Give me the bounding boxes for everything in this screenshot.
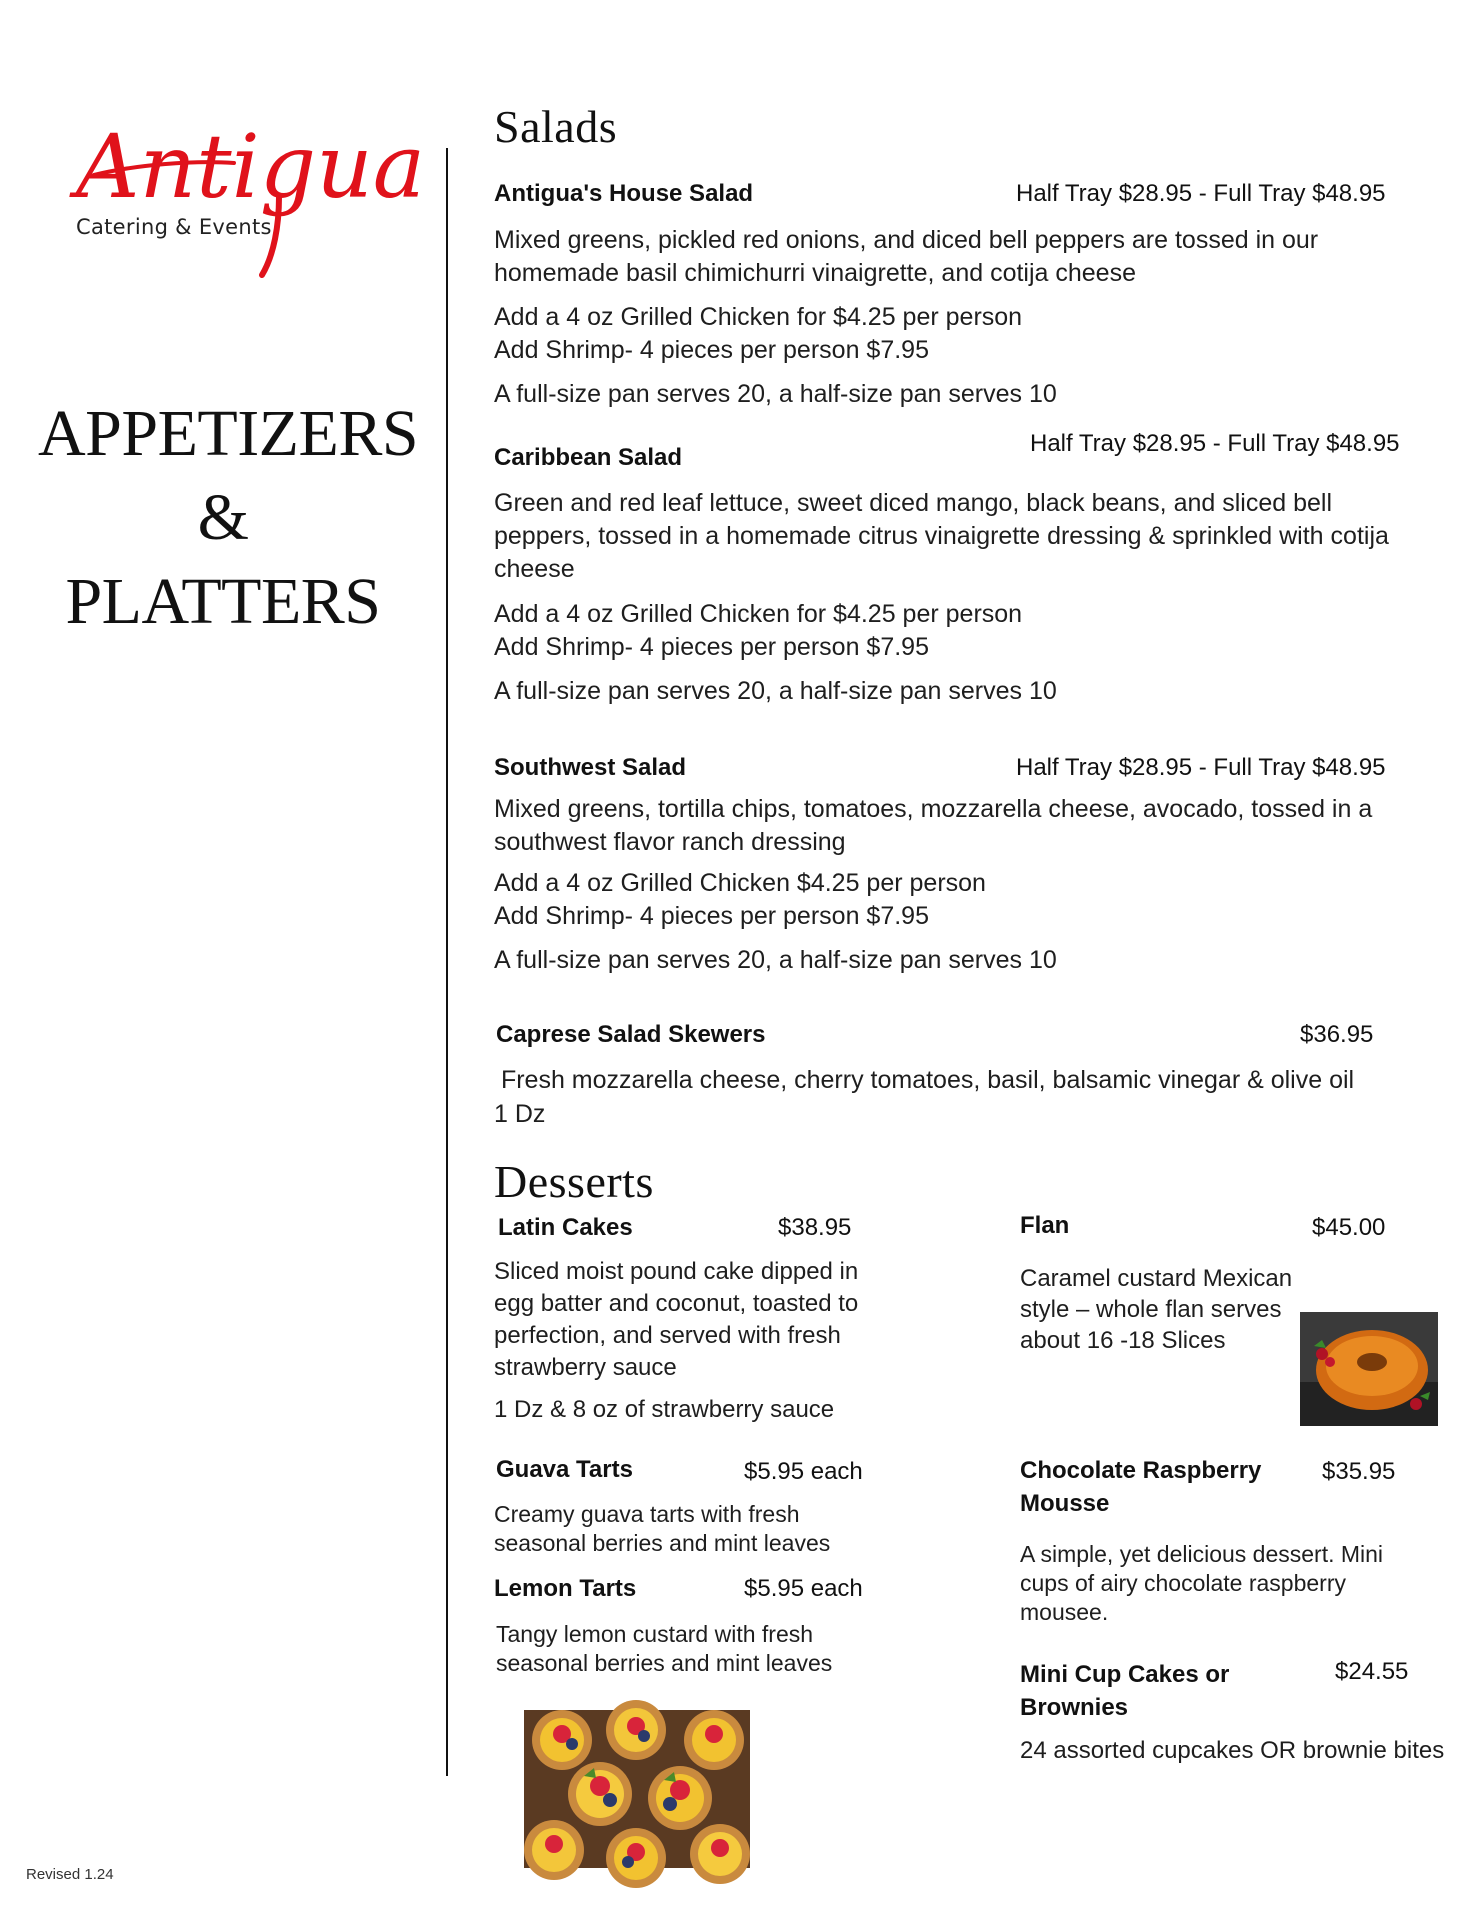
house-salad-desc: Mixed greens, pickled red onions, and diced bell peppers are tossed in our homemade basil chimichurri vinaigrette, and cotija cheese (494, 226, 1319, 287)
heading-line-2: & PLATTERS (65, 481, 381, 638)
mini-cupcakes-price: $24.55 (1335, 1658, 1409, 1685)
caribbean-salad-price: Half Tray $28.95 - Full Tray $48.95 (1030, 430, 1400, 457)
lemon-tarts-name: Lemon Tarts (494, 1575, 637, 1602)
southwest-salad-addon-chicken: Add a 4 oz Grilled Chicken $4.25 per person (494, 869, 986, 897)
southwest-salad-addon-shrimp: Add Shrimp- 4 pieces per person $7.95 (494, 902, 929, 930)
salads-title: Salads (494, 101, 618, 152)
latin-cakes-qty: 1 Dz & 8 oz of strawberry sauce (494, 1396, 835, 1423)
caprese-skewers-name: Caprese Salad Skewers (496, 1021, 766, 1048)
mousse-desc: A simple, yet delicious dessert. Mini cups of airy chocolate raspberry mousee. (1020, 1541, 1384, 1625)
southwest-salad-price: Half Tray $28.95 - Full Tray $48.95 (1016, 754, 1386, 781)
house-salad-serves: A full-size pan serves 20, a half-size pan serves 10 (494, 380, 1057, 408)
guava-tarts-desc: Creamy guava tarts with fresh seasonal berries and mint leaves (494, 1501, 831, 1556)
mousse-name (1020, 1454, 1261, 1520)
lemon-tarts-price: $5.95 each (744, 1575, 863, 1602)
lemon-tarts-desc: Tangy lemon custard with fresh seasonal berries and mint leaves (496, 1621, 833, 1676)
caprese-skewers-qty: 1 Dz (494, 1100, 546, 1128)
mousse-price: $35.95 (1322, 1458, 1396, 1485)
flan-desc: Caramel custard Mexican style – whole flan serves about 16 -18 Slices (1020, 1265, 1293, 1354)
house-salad-name: Antigua's House Salad (494, 180, 754, 207)
antigua-logo (74, 105, 426, 285)
house-salad-price: Half Tray $28.95 - Full Tray $48.95 (1016, 180, 1386, 207)
latin-cakes-name: Latin Cakes (498, 1214, 633, 1241)
caribbean-salad-name: Caribbean Salad (494, 444, 683, 471)
caribbean-salad-addon-chicken: Add a 4 oz Grilled Chicken for $4.25 per person (494, 600, 1023, 628)
mini-cupcakes-name-line-1: Mini Cup Cakes or (1020, 1661, 1230, 1688)
latin-cakes-desc: Sliced moist pound cake dipped in egg batter and coconut, toasted to perfection, and served with fresh strawberry sauce (494, 1258, 859, 1381)
desserts-title: Desserts (494, 1156, 654, 1207)
southwest-salad-serves: A full-size pan serves 20, a half-size pan serves 10 (494, 946, 1057, 974)
caribbean-salad-serves: A full-size pan serves 20, a half-size pan serves 10 (494, 677, 1057, 705)
southwest-salad-desc: Mixed greens, tortilla chips, tomatoes, mozzarella cheese, avocado, tossed in a southwest flavor ranch dressing (494, 795, 1373, 856)
section-heading (38, 392, 419, 644)
latin-cakes-price: $38.95 (778, 1214, 852, 1241)
mousse-name-line-2: Mousse (1020, 1490, 1110, 1517)
house-salad-addon-chicken: Add a 4 oz Grilled Chicken for $4.25 per person (494, 303, 1023, 331)
heading-line-1: APPETIZERS (38, 397, 419, 470)
caribbean-salad-desc: Green and red leaf lettuce, sweet diced mango, black beans, and sliced bell peppers, tossed in a homemade citrus vinaigrette dressing & sprinkled with cotija cheese (494, 489, 1389, 583)
flan-name: Flan (1020, 1212, 1070, 1239)
tarts-photo (524, 1710, 750, 1868)
mousse-name-line-1: Chocolate Raspberry (1020, 1457, 1262, 1484)
caribbean-salad-addon-shrimp: Add Shrimp- 4 pieces per person $7.95 (494, 633, 929, 661)
logo-script-text: Antigua (76, 115, 426, 218)
guava-tarts-name: Guava Tarts (496, 1456, 633, 1483)
caprese-skewers-price: $36.95 (1300, 1021, 1374, 1048)
vertical-divider (446, 148, 448, 1776)
mini-cupcakes-desc: 24 assorted cupcakes OR brownie bites (1020, 1737, 1445, 1764)
mini-cupcakes-name (1020, 1658, 1229, 1724)
house-salad-addon-shrimp: Add Shrimp- 4 pieces per person $7.95 (494, 336, 929, 364)
flan-price: $45.00 (1312, 1214, 1386, 1241)
southwest-salad-name: Southwest Salad (494, 754, 687, 781)
mini-cupcakes-name-line-2: Brownies (1020, 1694, 1129, 1721)
guava-tarts-price: $5.95 each (744, 1458, 863, 1485)
flan-photo (1300, 1312, 1438, 1426)
logo-subtitle: Catering & Events (76, 215, 272, 239)
caprese-skewers-desc: Fresh mozzarella cheese, cherry tomatoes, basil, balsamic vinegar & olive oil (494, 1066, 1355, 1094)
revised-note: Revised 1.24 (26, 1866, 114, 1883)
